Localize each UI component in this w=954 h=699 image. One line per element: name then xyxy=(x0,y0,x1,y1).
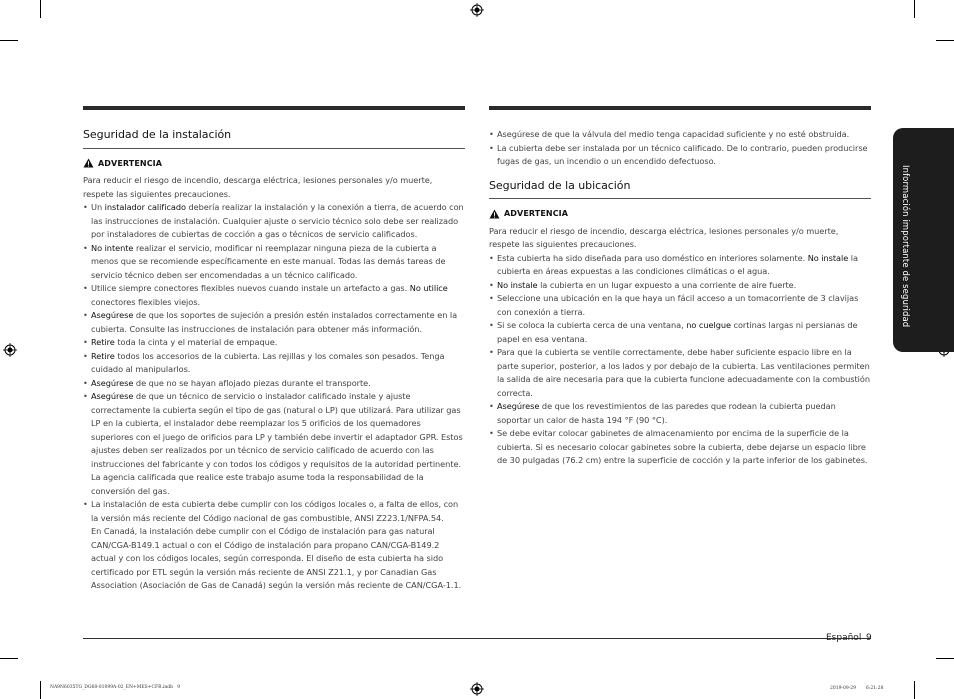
item-emphasis: instalador calificado xyxy=(104,202,186,212)
list-item xyxy=(83,498,465,593)
list-item xyxy=(83,390,465,498)
warning-text: ADVERTENCIA xyxy=(504,209,569,218)
crop-mark xyxy=(914,681,915,699)
item-text: La instalación de esta cubierta debe cumplir con los códigos locales o, a falta de ellos, con la versión más reciente del Código nacional de gas combustible, ANSI Z223.1/NFPA.54. xyxy=(91,499,459,523)
top-rule-right xyxy=(489,106,871,110)
list-item xyxy=(489,400,871,427)
print-stamp: 2019-09-29 ﾠ 6:21:28 xyxy=(830,686,884,691)
precaution-list xyxy=(489,252,871,468)
item-emphasis: No instale xyxy=(497,279,538,290)
item-emphasis: no cuelgue xyxy=(686,320,731,330)
precaution-list xyxy=(83,201,465,593)
warning-label xyxy=(83,157,465,171)
item-emphasis: Retire xyxy=(91,337,115,347)
crop-mark xyxy=(40,0,41,18)
list-item xyxy=(489,279,871,293)
warning-text: ADVERTENCIA xyxy=(98,158,163,168)
warning-triangle-icon xyxy=(489,209,500,219)
list-item xyxy=(83,242,465,283)
heading-divider xyxy=(83,148,465,149)
item-text: Si se coloca la cubierta cerca de una ventana, xyxy=(497,320,687,330)
list-item xyxy=(83,350,465,377)
list-item xyxy=(83,201,465,242)
item-text: Un xyxy=(91,202,105,212)
registration-mark-icon xyxy=(470,3,484,17)
list-item xyxy=(83,309,465,336)
list-item xyxy=(83,282,465,309)
heading-divider xyxy=(489,198,871,199)
item-text: la cubierta en un lugar expuesto a una corriente de aire fuerte. xyxy=(537,279,797,290)
crop-mark xyxy=(914,0,915,18)
item-text: todos los accesorios de la cubierta. Las rejillas y los comales son pesados. Tenga cuidado al manipularlos. xyxy=(91,350,445,374)
footer-rule xyxy=(83,638,871,639)
footer-language: Español xyxy=(826,633,862,643)
item-text: la cubierta en áreas expuestas a las condiciones climáticas o el agua. xyxy=(497,252,858,276)
item-text: Asegúrese de que la válvula del medio tenga capacidad suficiente y no esté obstruida. xyxy=(497,129,850,139)
intro-text: Para reducir el riesgo de incendio, descarga eléctrica, lesiones personales y/o muerte, respete las siguientes precauciones. xyxy=(489,225,839,249)
right-column xyxy=(489,128,871,468)
section-heading: Seguridad de la instalación xyxy=(83,128,232,141)
top-rule-left xyxy=(83,106,465,110)
list-item xyxy=(83,336,465,350)
item-emphasis: Asegúrese xyxy=(91,377,134,388)
registration-mark-icon xyxy=(3,343,17,357)
item-text: cortinas largas ni persianas de papel en esa ventana. xyxy=(497,320,858,344)
list-item xyxy=(489,128,871,142)
crop-mark xyxy=(40,681,41,699)
side-tab-label: Información importante de seguridad xyxy=(900,165,910,328)
item-emphasis: Retire xyxy=(91,350,115,361)
item-text: toda la cinta y el material de empaque. xyxy=(114,337,278,347)
list-item xyxy=(83,377,465,391)
item-text: Para que la cubierta se ventile correctamente, debe haber suficiente espacio libre en la parte superior, posterior, a los lados y por debajo de la cubierta. Las ventilaciones permiten la salida de aire necesaria para que la cubierta funcione adecuadamente con la combustión correcta. xyxy=(497,347,870,398)
item-text: realizar el servicio, modificar ni reemplazar ninguna pieza de la cubierta a menos que se recomiende específicamente en este manual. Todas las demás tareas de servicio técnico deben ser encomendadas a un técnico calificado. xyxy=(91,242,446,280)
item-emphasis: Asegúrese xyxy=(497,401,540,411)
precaution-list-continued xyxy=(489,128,871,169)
item-extra-text: En Canadá, la instalación debe cumplir con el Código de instalación para gas natural CAN/CGA-B149.1 actual o con el Código de instalación para propano CAN/CGA-B149.2 actual y con los códigos locales, según corresponda. El diseño de esta cubierta ha sido certificado por ETL según la versión más reciente de ANSI Z21.1, y por Canadian Gas Association (Asociación de Gas de Canadá) según la versión más reciente de CAN/CGA-1.1. xyxy=(91,526,462,590)
item-text: de que no se hayan aflojado piezas durante el transporte. xyxy=(133,377,371,388)
item-emphasis: Asegúrese xyxy=(91,310,134,320)
item-text: Se debe evitar colocar gabinetes de almacenamiento por encima de la superficie de la cubierta. Si es necesario colocar gabinetes sobre la cubierta, debe dejarse un espacio libre de 30 pulgadas (76.2 cm) entre la superficie de cocción y la parte inferior de los gabinetes. xyxy=(497,428,868,465)
item-text: de que los soportes de sujeción a presión estén instalados correctamente en la cubierta. Consulte las instrucciones de instalación para obtener más información. xyxy=(91,310,458,334)
item-text: de que los revestimientos de las paredes que rodean la cubierta puedan soportar un calor de hasta 194 °F (90 °C). xyxy=(497,401,836,425)
list-item xyxy=(489,427,871,468)
list-item xyxy=(489,319,871,346)
list-item xyxy=(489,292,871,319)
file-info: NA9N6035TG_DG68-01099A-02_EN+MES+CFR.indb 9 xyxy=(50,685,181,690)
registration-mark-icon xyxy=(470,682,484,696)
page-number: 9 xyxy=(866,633,872,643)
warning-label xyxy=(489,207,871,221)
crop-mark xyxy=(0,40,18,41)
warning-triangle-icon xyxy=(83,158,94,168)
item-text: Seleccione una ubicación en la que haya un fácil acceso a un tomacorriente de 3 clavijas con conexión a tierra. xyxy=(497,293,859,317)
item-emphasis: No instale xyxy=(807,252,849,263)
item-emphasis: Asegúrese xyxy=(91,391,134,401)
item-text: Utilice siempre conectores flexibles nuevos cuando instale un artefacto a gas. xyxy=(91,283,410,293)
intro-text: Para reducir el riesgo de incendio, descarga eléctrica, lesiones personales y/o muerte, respete las siguientes precauciones. xyxy=(83,175,433,199)
item-emphasis: No utilice xyxy=(409,283,448,293)
list-item xyxy=(489,142,871,169)
crop-mark xyxy=(0,658,18,659)
crop-mark xyxy=(936,658,954,659)
left-column xyxy=(83,128,465,593)
item-emphasis: No intente xyxy=(91,242,134,253)
section-heading: Seguridad de la ubicación xyxy=(489,178,631,192)
item-text: debería realizar la instalación y la conexión a tierra, de acuerdo con las instrucciones de instalación. Cualquier ajuste o servicio técnico solo debe ser realizado por instaladores de cubiertas de cocción a gas o técnicos de servicio calificados. xyxy=(91,202,464,239)
crop-mark xyxy=(936,40,954,41)
item-text: conectores flexibles viejos. xyxy=(91,296,201,307)
item-text: de que un técnico de servicio o instalador calificado instale y ajuste correctamente la cubierta según el tipo de gas (natural o LP) que utilizará. Para utilizar gas LP en la cubierta, el instalador debe reemplazar los 5 orificios de los quemadores superiores con el juego de orificios para LP y también debe invertir el adaptador GPR. Estos ajustes deben ser realizados por un técnico de servicio calificado de acuerdo con las instrucciones del fabricante y con todos los códigos y requisitos de la autoridad pertinente. La agencia calificada que realice este trabajo asume toda la responsabilidad de la conversión del gas. xyxy=(91,391,463,496)
item-text: La cubierta debe ser instalada por un técnico calificado. De lo contrario, pueden producirse fugas de gas, un incendio o un encendido defectuoso. xyxy=(497,142,868,166)
list-item xyxy=(489,252,871,279)
item-text: Esta cubierta ha sido diseñada para uso doméstico en interiores solamente. xyxy=(497,252,808,263)
list-item xyxy=(489,346,871,400)
